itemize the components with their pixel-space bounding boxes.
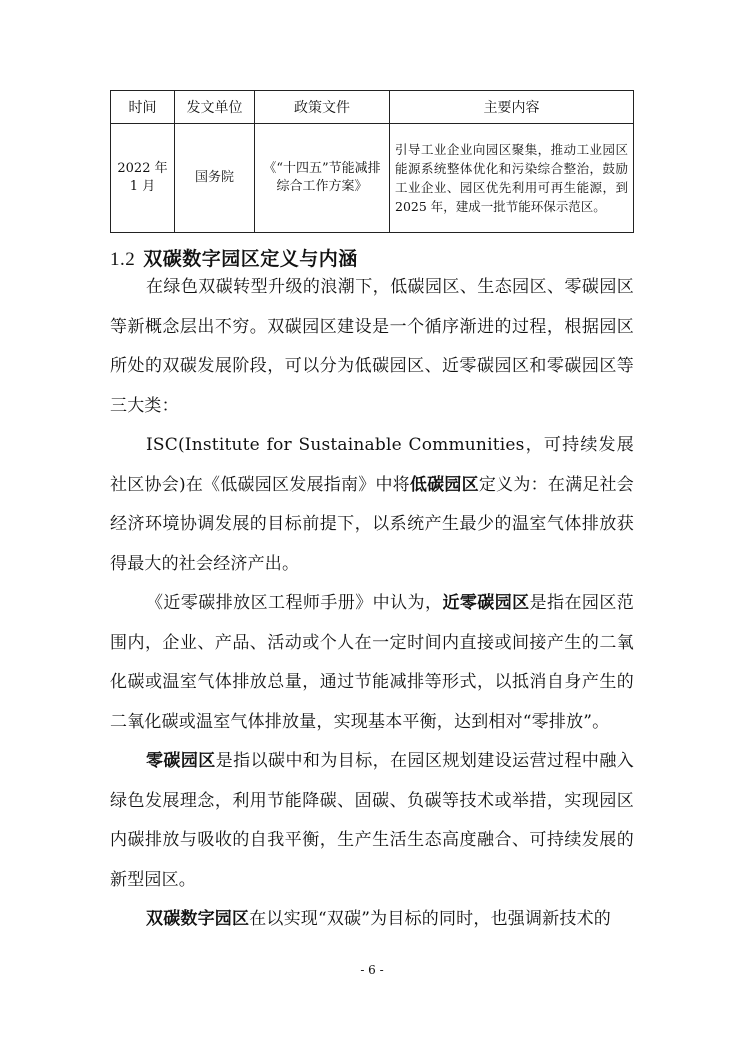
- paragraph-dual-carbon-digital: [110, 900, 634, 940]
- paragraph-text: 定义为：在满足社会经济环境协调发展的目标前提下，以系统产生最少的温室气体排放获得最大的社会经济产出。: [110, 474, 634, 574]
- paragraph-text: ISC(Institute for Sustainable Communities，可持续发展社区协会)在《低碳园区发展指南》中将: [110, 435, 634, 495]
- policy-table: [110, 90, 634, 233]
- term-low-carbon-park: 低碳园区: [409, 474, 479, 495]
- cell-document: 《“十四五”节能减排综合工作方案》: [255, 124, 390, 233]
- table-row: [111, 124, 634, 233]
- section-heading: [110, 244, 358, 271]
- term-near-zero-carbon-park: 近零碳园区: [442, 593, 530, 613]
- section-number: 1.2: [110, 249, 136, 270]
- header-document: 政策文件: [255, 91, 390, 124]
- cell-time: 2022 年 1 月: [111, 124, 175, 233]
- table-header-row: [111, 91, 634, 124]
- paragraph-zero-carbon: [110, 742, 634, 900]
- paragraph-text: 在绿色双碳转型升级的浪潮下，低碳园区、生态园区、零碳园区等新概念层出不穷。双碳园区建设是一个循序渐进的过程，根据园区所处的双碳发展阶段，可以分为低碳园区、近零碳园区和零碳园区等三大类：: [110, 277, 634, 416]
- header-unit: 发文单位: [175, 91, 255, 124]
- cell-content: 引导工业企业向园区聚集，推动工业园区能源系统整体优化和污染综合整治，鼓励工业企业、园区优先利用可再生能源，到 2025 年，建成一批节能环保示范区。: [390, 124, 634, 233]
- term-dual-carbon-digital-park: 双碳数字园区: [146, 909, 250, 929]
- paragraph-text: 在以实现“双碳”为目标的同时，也强调新技术的: [249, 909, 611, 929]
- paragraph-text: 是指在园区范围内，企业、产品、活动或个人在一定时间内直接或间接产生的二氧化碳或温室气体排放总量，通过节能减排等形式，以抵消自身产生的二氧化碳或温室气体排放量，实现基本平衡，达到相对“零排放”。: [110, 593, 635, 732]
- header-content: 主要内容: [390, 91, 634, 124]
- paragraph-text: 《近零碳排放区工程师手册》中认为，: [146, 593, 443, 613]
- page-number: - 6 -: [360, 963, 384, 977]
- paragraph-low-carbon: [110, 426, 634, 584]
- term-zero-carbon-park: 零碳园区: [146, 751, 216, 771]
- cell-unit: 国务院: [175, 124, 255, 233]
- section-title: 双碳数字园区定义与内涵: [143, 248, 358, 270]
- paragraph-near-zero-carbon: [110, 584, 634, 742]
- header-time: 时间: [111, 91, 175, 124]
- paragraph-text: 是指以碳中和为目标，在园区规划建设运营过程中融入绿色发展理念，利用节能降碳、固碳、负碳等技术或举措，实现园区内碳排放与吸收的自我平衡，生产生活生态高度融合、可持续发展的新型园区。: [110, 751, 634, 890]
- paragraph-intro: [110, 268, 634, 426]
